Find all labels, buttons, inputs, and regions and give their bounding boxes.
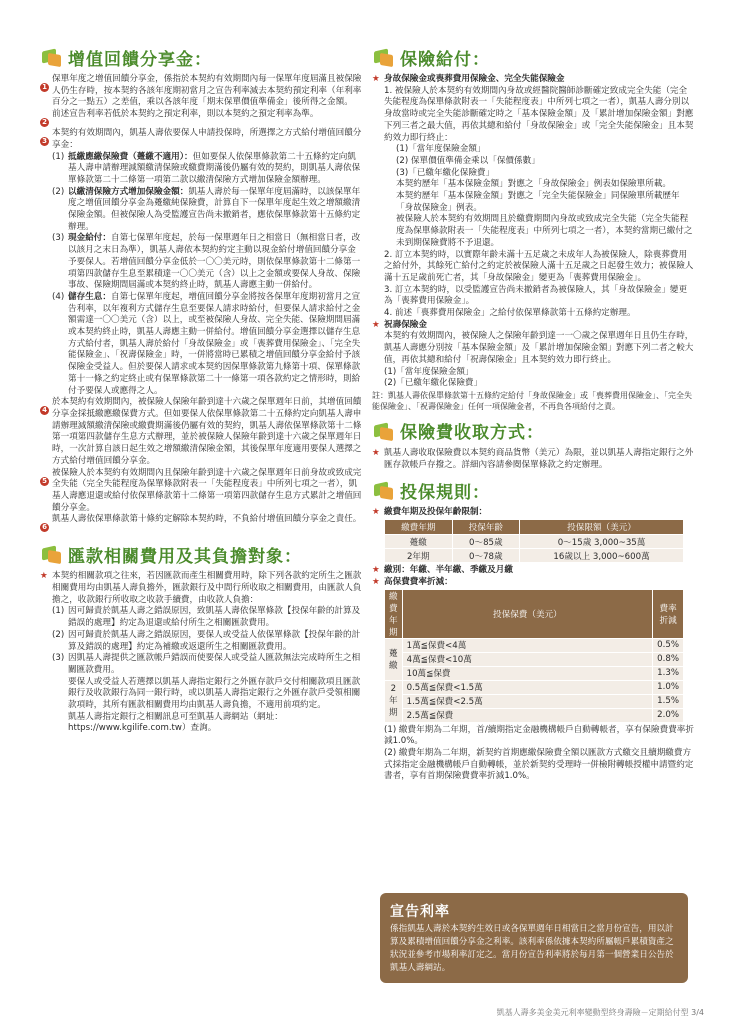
table-label: 高保費費率折減： — [384, 576, 453, 587]
table-row: 2年期 0.5萬≦保費<1.5萬 1.0% — [385, 680, 684, 694]
note: (1) 繳費年期為二年期，首/續期指定金融機構帳戶自動轉帳者，享有保險費費率折減1.0%。 — [384, 724, 694, 747]
option-heading: 抵繳應繳保險費（躉繳不適用）： — [68, 151, 193, 162]
paragraph: 本契約相關款項之往來，若因匯款而產生相關費用時，除下列各款約定所生之匯款相關費用均由凱基人壽負擔外，匯款銀行及中間行所收取之相關費用，由匯款人負擔之，收款銀行所收取之收款手續費，由收款人負擔： — [52, 571, 362, 605]
right-column — [372, 44, 694, 783]
option-number: (4) — [52, 291, 65, 302]
paragraph: 於本契約有效期間內，被保險人保險年齡到達十六歲之保單週年日前，其增值回饋分享金採抵繳應繳保費方式。但如要保人依保單條款第二十五條約定向凱基人壽申請辦理減額繳清保險或繳費期滿後仍屬有效的契約，凱基人壽依保單條款第十二條第一項第四款儲存生息方式辦理，並於被保險人保險年齡到達十六歲之保單週年日時，一次計算自該日起生效之增額繳清保險金額，其後保單年度適用要保人選擇之方式給付增值回饋分享金。 — [52, 397, 362, 466]
table-header: 投保限額（美元） — [520, 520, 684, 535]
option-number: (1) — [52, 151, 65, 162]
option-number: (2) — [52, 629, 65, 640]
table-header: 投保年齡 — [452, 520, 520, 535]
option-text: 凱基人壽於每一保單年度屆滿時，以該保單年度之增值回饋分享金為躉繳純保險費，計算自下一保單年度起生效之增額繳清保險金額。但被保險人為受監護宣告尚未撤銷者，應依保單條款第十五條約定辦理。 — [68, 186, 361, 232]
star-icon: ★ — [372, 576, 380, 587]
section-title: 增值回饋分享金： — [68, 49, 212, 70]
option-text: 但如要保人依保單條款第二十五條約定向凱基人壽申請辦理減額繳清保險或繳費期滿後仍屬有效的契約，則凱基人壽依保單條款第二十二條第一項第二款以繳清保險方式增加保險金額辦理。 — [68, 151, 361, 185]
option-text: 自第七保單年度起，增值回饋分享金將按各保單年度期初當月之宣告利率，以年複利方式儲存生息至要保人請求時給付，但要保人請求給付之金額需達一〇〇美元（含）以上，或至被保險人身故、完全失能、保險期間屆滿或本契約終止時，凱基人壽應主動一併給付。增值回饋分享金選擇以儲存生息方式給付者，凱基人壽於給付「身故保險金」或「喪葬費用保險金」、「完全失能保險金」、「祝壽保險金」時，一併將當時已累積之增值回饋分享金給付予該保險金受益人。但於要保人請求或本契約因保單條款第九條第十項、保單條款第十一條之約定終止或有保單條款第二十一條第一項各款約定之情形時，則給付予要保人或應得之人。 — [68, 291, 361, 396]
number-badge: 3 — [40, 137, 49, 146]
list-item: (2) 保單價值準備金乘以「保價係數」 — [396, 155, 540, 166]
paragraph: 3. 訂立本契約時，以受監護宣告尚未撤銷者為被保險人，其「身故保險金」變更為「喪葬費用保險金」。 — [384, 284, 688, 307]
table-header: 繳費年期 — [385, 520, 453, 535]
option-heading: 以繳清保險方式增加保險金額： — [68, 186, 189, 197]
brand-logo-icon — [40, 543, 62, 565]
note: 註：凱基人壽依保單條款第十五條約定給付「身故保險金」或「喪葬費用保險金」、「完全失能保險金」、「祝壽保險金」任何一項保險金者，不再負各項給付之責。 — [372, 390, 692, 411]
option-heading: 現金給付： — [68, 233, 111, 244]
brand-logo-icon — [372, 420, 394, 442]
age-limit-table — [384, 519, 684, 563]
number-badge: 5 — [40, 477, 49, 486]
declared-rate-text: 係指凱基人壽於本契約生效日或各保單週年日相當日之當月份宣告，用以計算及累積增值回饋分享金之利率。該利率係依據本契約所屬帳戶累積資產之狀況並參考市場利率訂定之。當月份宣告利率將於每月第一個營業日公告於凱基人壽網站。 — [390, 924, 674, 973]
paragraph: 4. 前述「喪葬費用保險金」之給付依保單條款第十五條約定辦理。 — [384, 308, 636, 319]
premium-discount-table — [384, 589, 684, 723]
number-badge: 1 — [40, 83, 49, 92]
table-row: 躉繳 0〜85歲 0〜15歲 3,000~35萬 — [385, 535, 684, 549]
paragraph: 本契約有效期間內，凱基人壽依要保人申請投保時，所選擇之方式給付增值回饋分享金： — [52, 128, 362, 150]
list-item: (1)「當年度保險金額」 — [396, 144, 486, 155]
paragraph: 1. 被保險人於本契約有效期間內身故或經醫院醫師診斷確定致成完全失能（完全失能程度為保單條款附表一「失能程度表」中所列七項之一者），凱基人壽分別以身故當時或完全失能診斷確定時之「基本保險金額」及「累計增加保險金額」對應下列三者之最大值，再依其總和給付「身故保險金」或「完全失能保險金」且本契約效力即行終止： — [384, 85, 694, 143]
paragraph: 凱基人壽收取保險費以本契約商品貨幣（美元）為限，並以凱基人壽指定銀行之外匯存款帳戶存撥之。詳細內容請參閱保單條款之約定辦理。 — [384, 447, 694, 470]
number-badge: 6 — [40, 523, 49, 532]
table-header: 投保保費（美元） — [402, 589, 653, 638]
table-row: 10萬≦保費 1.3% — [385, 666, 684, 680]
page-footer: 凱基人壽多美金美元利率變動型終身壽險－定期給付型 3/4 — [496, 1008, 704, 1017]
table-header: 費率折減 — [653, 589, 684, 638]
table-row: 4萬≦保費<10萬 0.8% — [385, 652, 684, 666]
subsection-heading: 身故保險金或喪葬費用保險金、完全失能保險金 — [384, 74, 565, 84]
section-title: 匯款相關費用及其負擔對象： — [68, 546, 302, 567]
section-title: 保險給付： — [400, 49, 490, 70]
left-column — [40, 44, 362, 735]
section-header — [372, 418, 694, 444]
star-icon: ★ — [372, 565, 380, 576]
star-icon: ★ — [372, 447, 380, 458]
brand-logo-icon — [40, 46, 62, 68]
number-badge: 2 — [40, 118, 49, 127]
section-header — [40, 44, 362, 70]
star-icon: ★ — [372, 319, 380, 330]
note: (2) 繳費年期為二年期，新契約首期應繳保險費全額以匯款方式繳交且續期繳費方式採指定金融機構帳戶自動轉帳，並於新契約受理時一併檢附轉帳授權申請暨約定書者，享有首期保險費費率折減1.0%。 — [384, 747, 694, 782]
option-number: (2) — [52, 186, 65, 197]
section-header — [372, 44, 694, 70]
paragraph: 因凱基人壽提供之匯款帳戶錯誤而使要保人或受益人匯款無法完成時所生之相關匯款費用。 — [68, 653, 361, 675]
list-item: (3)「已繳年繳化保險費」 — [396, 167, 495, 178]
brand-logo-icon — [372, 46, 394, 68]
paragraph: 凱基人壽依保單條款第十條約定解除本契約時，不負給付增值回饋分享金之責任。 — [52, 514, 362, 525]
section-header — [40, 541, 362, 567]
option-heading: 儲存生息： — [68, 291, 111, 302]
table-header: 繳費年期 — [385, 589, 403, 638]
table-row: 躉繳 1萬≦保費<4萬 0.5% — [385, 638, 684, 652]
paragraph: 2. 訂立本契約時，以實際年齡未滿十五足歲之未成年人為被保險人，除喪葬費用之給付外，其餘死亡給付之約定於被保險人滿十五足歲之日起發生效力；被保險人滿十五足歲前死亡者，其「身故保險金」變更為「喪葬費用保險金」。 — [384, 249, 694, 283]
section-header — [372, 477, 694, 503]
option-number: (1) — [52, 606, 65, 617]
paragraph: 被保險人於本契約有效期間內且保險年齡到達十六歲之保單週年日前身故或致成完全失能（完全失能程度為保單條款附表一「失能程度表」中所列七項之一者），凱基人壽應退還或給付依保單條款第十二條第一項第四款儲存生息方式累計之增值回饋分享金。 — [52, 467, 362, 513]
star-icon: ★ — [372, 507, 380, 518]
list-item: (2)「已繳年繳化保險費」 — [384, 378, 483, 389]
brand-logo-icon — [372, 479, 394, 501]
table-label: 繳費年期及投保年齡限制： — [384, 507, 488, 518]
paragraph: 要保人或受益人若選擇以凱基人壽指定銀行之外匯存款戶交付相關款項且匯款銀行及收款銀行為同一銀行時，或以凱基人壽指定銀行之外匯存款戶受領相關款項時，其所有匯款相關費用均由凱基人壽負擔，不適用前項約定。 — [68, 676, 361, 711]
subsection-heading: 祝壽保險金 — [384, 319, 427, 330]
paragraph: 前述宣告利率若低於本契約之預定利率，則以本契約之預定利率為準。 — [52, 109, 319, 120]
declared-rate-box — [380, 893, 688, 983]
list-item: (1)「當年度保險金額」 — [384, 366, 474, 377]
section-title: 投保規則： — [400, 482, 490, 503]
number-badge: 4 — [40, 406, 49, 415]
payment-modes: 繳別：年繳、半年繳、季繳及月繳 — [384, 565, 513, 576]
table-row: 1.5萬≦保費<2.5萬 1.5% — [385, 694, 684, 708]
star-icon: ★ — [372, 74, 380, 84]
section-title: 保險費收取方式： — [400, 423, 544, 444]
table-row: 2年期 0〜78歲 16歲以上 3,000~600萬 — [385, 549, 684, 563]
paragraph: 保單年度之增值回饋分享金，係指於本契約有效期間內每一保單年度屆滿且被保險人仍生存時，按本契約各該年度期初當月之宣告利率減去本契約預定利率（年利率百分之一點五）之差值，乘以各該年度「期末保單價值準備金」後所得之金額。 — [52, 74, 362, 108]
table-row: 2.5萬≦保費 2.0% — [385, 708, 684, 722]
paragraph: 因可歸責於凱基人壽之錯誤原因，要保人或受益人依保單條款【投保年齡的計算及錯誤的處理】約定為補繳或返還所生之相關匯款費用。 — [68, 629, 361, 652]
star-icon: ★ — [40, 571, 48, 582]
paragraph: 凱基人壽指定銀行之相關訊息可至凱基人壽網站（網址：https://www.kgilife.com.tw）查詢。 — [68, 711, 283, 734]
declared-rate-title: 宣告利率 — [390, 904, 450, 920]
paragraph: 被保險人於本契約有效期間且於繳費期間內身故或致成完全失能（完全失能程度為保單條款附表一「失能程度表」中所列七項之一者），本契約當期已繳付之未到期保險費將不予退還。 — [396, 214, 693, 248]
option-number: (3) — [52, 233, 65, 244]
paragraph: 本契約有效期間內，被保險人之保險年齡到達一一〇歲之保單週年日且仍生存時，凱基人壽應分別按「基本保險金額」及「累計增加保險金額」對應下列二者之較大值，再依其總和給付「祝壽保險金」且本契約效力即行終止。 — [384, 331, 694, 365]
paragraph: 本契約歷年「基本保險金額」對應之「完全失能保險金」同保險單所載歷年「身故保險金」例表。 — [396, 191, 680, 213]
paragraph: 本契約歷年「基本保險金額」對應之「身故保險金」例表如保險單所載。 — [396, 179, 672, 190]
option-text: 自第七保單年度起，於每一保單週年日之相當日（無相當日者，改以該月之末日為準），凱基人壽依本契約約定主動以現金給付增值回饋分享金予要保人。若增值回饋分享金低於一〇〇美元時，則依保單條款第十二條第一項第四款儲存生息至累積達一〇〇美元（含）以上之金額或要保人身故、保險事故、保險期間屆滿或本契約終止時，凱基人壽應主動一併給付。 — [68, 233, 361, 291]
option-number: (3) — [52, 653, 65, 664]
paragraph: 因可歸責於凱基人壽之錯誤原因，致凱基人壽依保單條款【投保年齡的計算及錯誤的處理】約定為退還或給付所生之相關匯款費用。 — [68, 606, 361, 629]
